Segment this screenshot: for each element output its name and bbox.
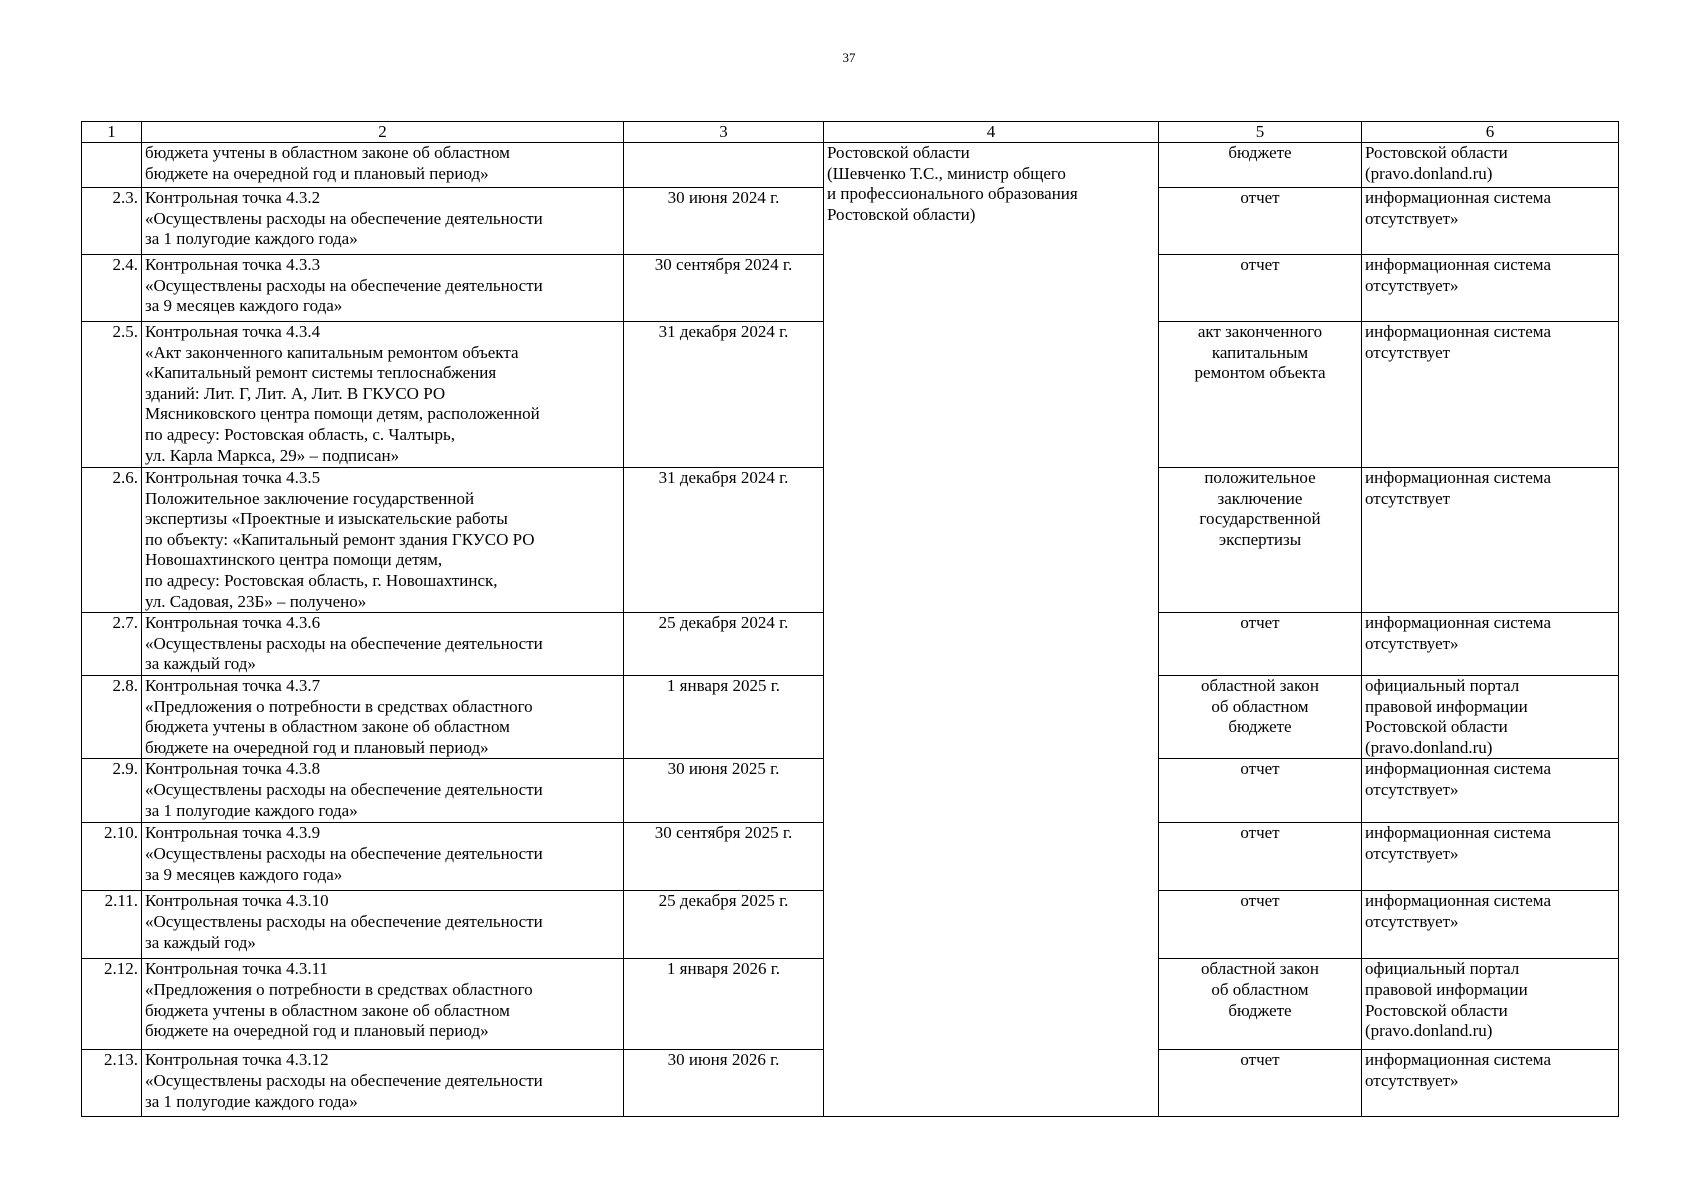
event-description: Контрольная точка 4.3.6 «Осуществлены расходы на обеспечение деятельности за каждый год»	[142, 613, 624, 676]
event-description: Контрольная точка 4.3.2 «Осуществлены расходы на обеспечение деятельности за 1 полугодие каждого года»	[142, 188, 624, 255]
row-number: 2.6.	[82, 468, 142, 613]
confirming-document: акт законченного капитальным ремонтом объекта	[1159, 322, 1362, 468]
event-description: Контрольная точка 4.3.9 «Осуществлены расходы на обеспечение деятельности за 9 месяцев каждого года»	[142, 823, 624, 891]
column-header-3: 3	[624, 122, 824, 143]
confirming-document: отчет	[1159, 613, 1362, 676]
row-number: 2.10.	[82, 823, 142, 891]
event-description: Контрольная точка 4.3.8 «Осуществлены расходы на обеспечение деятельности за 1 полугодие каждого года»	[142, 759, 624, 823]
information-source: Ростовской области (pravo.donland.ru)	[1362, 143, 1619, 188]
row-number: 2.13.	[82, 1050, 142, 1117]
column-header-1: 1	[82, 122, 142, 143]
event-description: Контрольная точка 4.3.10 «Осуществлены расходы на обеспечение деятельности за каждый год»	[142, 891, 624, 959]
row-number: 2.12.	[82, 959, 142, 1050]
due-date: 1 января 2025 г.	[624, 675, 824, 758]
information-source: информационная система отсутствует»	[1362, 823, 1619, 891]
row-number: 2.5.	[82, 322, 142, 468]
due-date: 30 июня 2024 г.	[624, 188, 824, 255]
column-header-4: 4	[824, 122, 1159, 143]
confirming-document: отчет	[1159, 891, 1362, 959]
event-description: Контрольная точка 4.3.7 «Предложения о потребности в средствах областного бюджета учтены в областном законе об областном бюджете на очередной год и плановый период»	[142, 675, 624, 758]
header-row	[82, 122, 1619, 143]
confirming-document: отчет	[1159, 255, 1362, 322]
page-number: 37	[842, 50, 856, 65]
row-number: 2.8.	[82, 675, 142, 758]
information-source: информационная система отсутствует»	[1362, 255, 1619, 322]
column-header-6: 6	[1362, 122, 1619, 143]
event-description: Контрольная точка 4.3.12 «Осуществлены расходы на обеспечение деятельности за 1 полугодие каждого года»	[142, 1050, 624, 1117]
due-date: 25 декабря 2025 г.	[624, 891, 824, 959]
column-header-5: 5	[1159, 122, 1362, 143]
event-description: Контрольная точка 4.3.5 Положительное заключение государственной экспертизы «Проектные и изыскательские работы по объекту: «Капитальный ремонт здания ГКУСО РО Новошахтинского центра помощи детям, по адресу: Ростовская область, г. Новошахтинск, ул. Садовая, 23Б» – получено»	[142, 468, 624, 613]
confirming-document: областной закон об областном бюджете	[1159, 959, 1362, 1050]
information-source: информационная система отсутствует»	[1362, 1050, 1619, 1117]
information-source: информационная система отсутствует»	[1362, 891, 1619, 959]
due-date	[624, 143, 824, 188]
due-date: 31 декабря 2024 г.	[624, 468, 824, 613]
event-description: бюджета учтены в областном законе об областном бюджете на очередной год и плановый период»	[142, 143, 624, 188]
due-date: 30 июня 2025 г.	[624, 759, 824, 823]
row-number: 2.3.	[82, 188, 142, 255]
event-description: Контрольная точка 4.3.11 «Предложения о потребности в средствах областного бюджета учтены в областном законе об областном бюджете на очередной год и плановый период»	[142, 959, 624, 1050]
information-source: информационная система отсутствует»	[1362, 613, 1619, 676]
row-number: 2.9.	[82, 759, 142, 823]
information-source: информационная система отсутствует	[1362, 322, 1619, 468]
due-date: 30 сентября 2025 г.	[624, 823, 824, 891]
information-source: официальный портал правовой информации Ростовской области (pravo.donland.ru)	[1362, 675, 1619, 758]
due-date: 1 января 2026 г.	[624, 959, 824, 1050]
column-header-2: 2	[142, 122, 624, 143]
responsible-executor: Ростовской области (Шевченко Т.С., министр общего и профессионального образования Ростовской области)	[824, 143, 1159, 1117]
due-date: 30 июня 2026 г.	[624, 1050, 824, 1117]
information-source: информационная система отсутствует»	[1362, 759, 1619, 823]
row-number: 2.7.	[82, 613, 142, 676]
information-source: информационная система отсутствует»	[1362, 188, 1619, 255]
information-source: информационная система отсутствует	[1362, 468, 1619, 613]
confirming-document: отчет	[1159, 823, 1362, 891]
confirming-document: положительное заключение государственной экспертизы	[1159, 468, 1362, 613]
table-row	[82, 143, 1619, 188]
control-points-table	[81, 121, 1619, 1117]
row-number: 2.4.	[82, 255, 142, 322]
row-number: 2.11.	[82, 891, 142, 959]
confirming-document: отчет	[1159, 1050, 1362, 1117]
confirming-document: отчет	[1159, 759, 1362, 823]
information-source: официальный портал правовой информации Ростовской области (pravo.donland.ru)	[1362, 959, 1619, 1050]
confirming-document: бюджете	[1159, 143, 1362, 188]
due-date: 25 декабря 2024 г.	[624, 613, 824, 676]
event-description: Контрольная точка 4.3.4 «Акт законченного капитальным ремонтом объекта «Капитальный ремонт системы теплоснабжения зданий: Лит. Г, Лит. А, Лит. В ГКУСО РО Мясниковского центра помощи детям, расположенной по адресу: Ростовская область, с. Чалтырь, ул. Карла Маркса, 29» – подписан»	[142, 322, 624, 468]
event-description: Контрольная точка 4.3.3 «Осуществлены расходы на обеспечение деятельности за 9 месяцев каждого года»	[142, 255, 624, 322]
due-date: 30 сентября 2024 г.	[624, 255, 824, 322]
confirming-document: областной закон об областном бюджете	[1159, 675, 1362, 758]
row-number	[82, 143, 142, 188]
confirming-document: отчет	[1159, 188, 1362, 255]
due-date: 31 декабря 2024 г.	[624, 322, 824, 468]
